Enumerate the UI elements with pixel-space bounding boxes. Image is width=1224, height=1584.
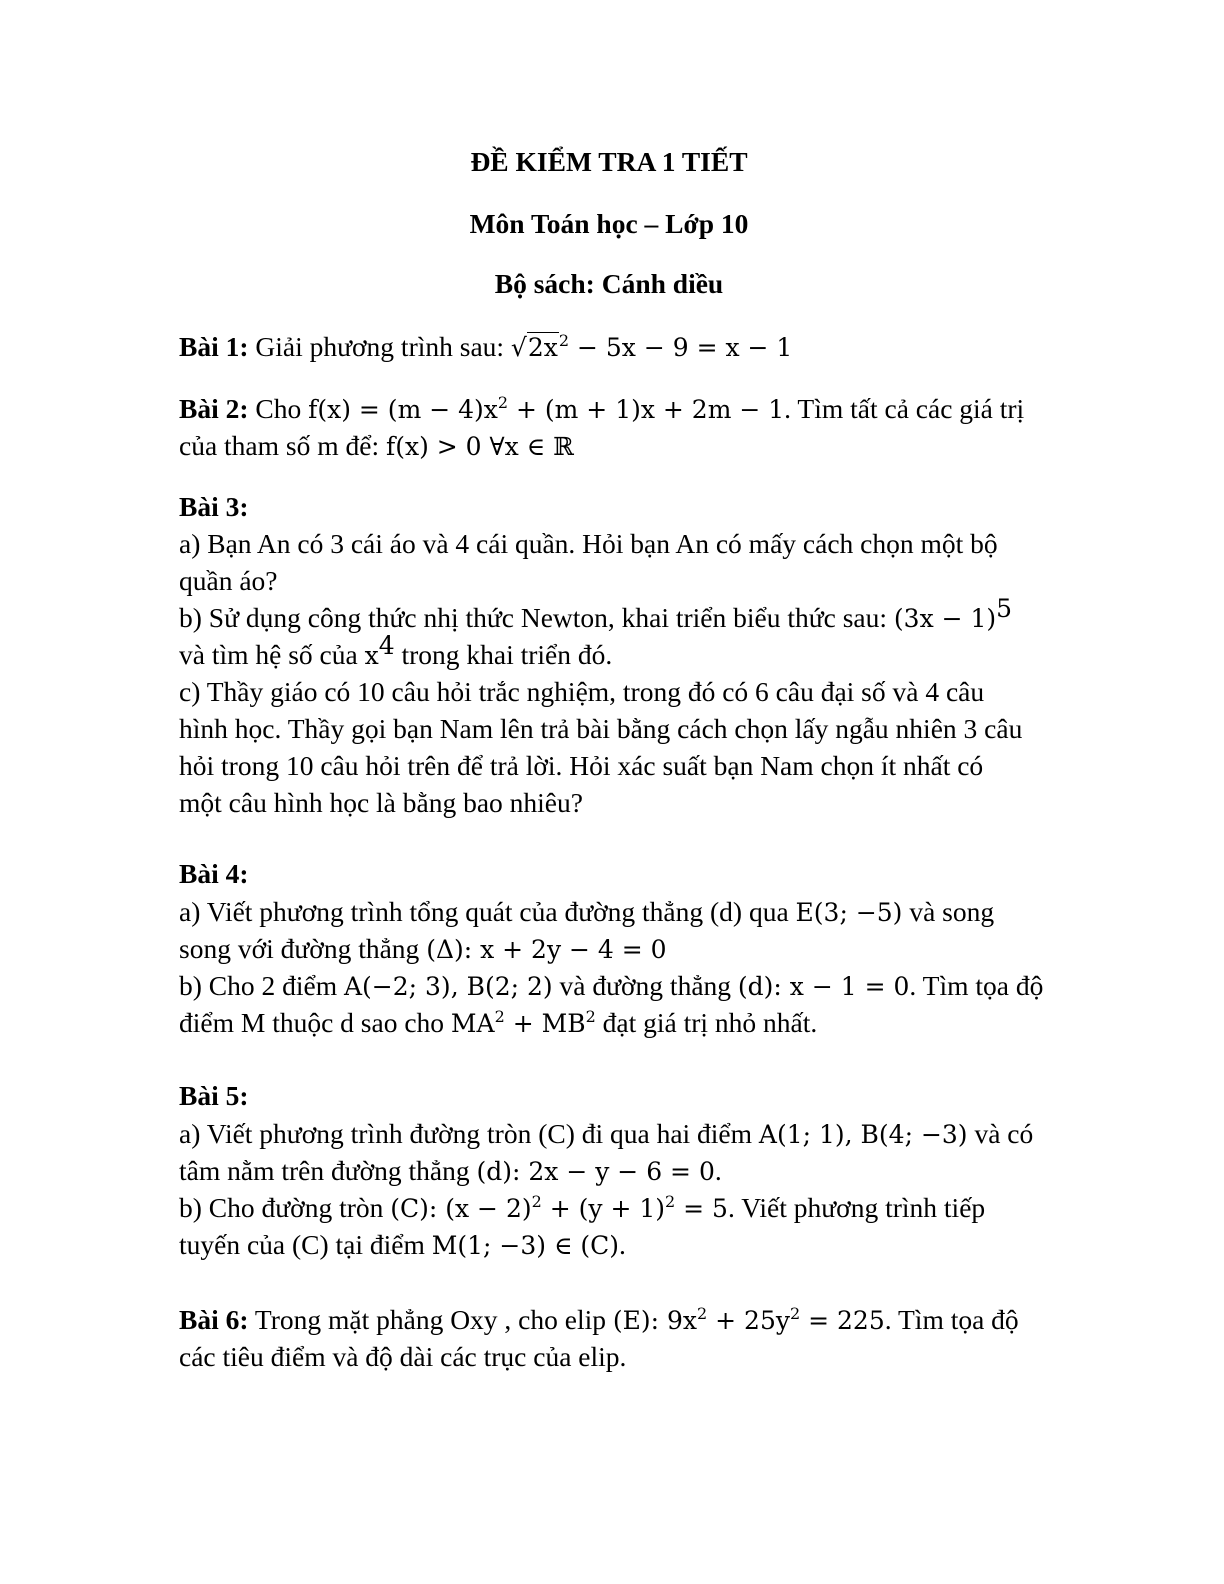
problem-3c-line-3: hỏi trong 10 câu hỏi trên để trả lời. Hỏi xác suất bạn Nam chọn ít nhất có [179,750,984,781]
math: + 25y [707,1306,790,1335]
exam-title: ĐỀ KIỂM TRA 1 TIẾT [470,146,748,177]
problem-4-label [179,860,249,888]
points-a-b: A(−2; 3), B(2; 2) [344,972,553,1001]
problem-3a-line-2: quần áo? [179,565,278,596]
text: của tham số m để: [179,430,386,461]
math: + (m + 1)x + 2m − 1 [508,395,785,424]
problem-1-text: Giải phương trình sau: [248,331,511,362]
problem-2-label: Bài 2: [179,393,249,424]
problem-3c-line-2: hình học. Thầy gọi bạn Nam lên trả bài bằng cách chọn lấy ngẫu nhiên 3 câu [179,713,1023,744]
text: điểm M thuộc d sao cho [179,1007,451,1038]
problem-5a-line-1 [179,1120,1033,1148]
problem-6-label: Bài 6: [179,1304,249,1335]
label: Bài 5: [179,1080,249,1111]
problem-5a-line-2 [179,1157,722,1185]
exponent: 2 [790,1304,801,1323]
text: a) Viết phương trình đường tròn (C) đi qua hai điểm [179,1118,759,1149]
text: b) Cho đường tròn [179,1192,391,1223]
text: . [619,1229,626,1260]
point-e: E(3; −5) [795,898,903,927]
line-d: (d): x − 1 = 0 [737,972,910,1001]
exponent: 2 [665,1192,676,1211]
exponent: 2 [497,393,509,412]
math: f(x) = (m − 4)x [308,395,498,424]
text: đạt giá trị nhỏ nhất. [595,1007,818,1038]
exam-subject: Môn Toán học – Lớp 10 [469,208,749,239]
problem-6-line-2: các tiêu điểm và độ dài các trục của elip. [179,1341,627,1372]
text: và có [967,1118,1034,1149]
text: a) Viết phương trình tổng quát của đường thẳng (d) qua [179,896,796,927]
point-m: M(1; −3) ∈ (C) [431,1231,620,1260]
problem-3a-line-1: a) Bạn An có 3 cái áo và 4 cái quần. Hỏi bạn An có mấy cách chọn một bộ [179,528,998,559]
line-d: (d): 2x − y − 6 = 0 [476,1157,715,1186]
problem-3c-line-1: c) Thầy giáo có 10 câu hỏi trắc nghiệm, trong đó có 6 câu đại số và 4 câu [179,676,985,707]
sum-of-squares [451,1009,596,1038]
problem-4a-line-1 [179,898,994,926]
problem-5-label [179,1082,249,1110]
problem-5b-line-1 [179,1194,985,1222]
problem-1 [179,333,792,361]
text: tâm nằm trên đường thẳng [179,1155,477,1186]
condition: f(x) > 0 ∀x ∈ ℝ [385,432,574,461]
math: = 225 [800,1306,885,1335]
binomial: (3x − 1) [893,604,997,633]
problem-3b-line-1 [179,594,1013,633]
problem-2-line-1 [179,395,1024,423]
line-delta: (Δ): x + 2y − 4 = 0 [426,935,667,964]
text: trong khai triển đó. [394,639,613,670]
text: Cho [248,393,309,424]
math: (E): 9x [612,1306,698,1335]
sqrt-sign: √ [510,333,527,362]
problem-3c-line-4: một câu hình học là bằng bao nhiêu? [179,787,583,818]
exponent: 2 [531,1192,542,1211]
math: MA [450,1009,495,1038]
exponent: 2 [585,1007,596,1026]
text: Trong mặt phẳng Oxy , cho elip [248,1304,613,1335]
ellipse-equation [613,1306,885,1335]
text: và song [902,896,995,927]
text: song với đường thẳng [179,933,427,964]
math: x [364,641,379,670]
text: b) Cho 2 điểm [179,970,344,1001]
problem-5b-line-2 [179,1231,626,1259]
exponent: 2 [558,331,570,350]
exponent: 5 [996,594,1013,623]
problem-4b-line-2 [179,1009,817,1037]
function-definition [308,395,784,424]
points-a-b: A(1; 1), B(4; −3) [758,1120,968,1149]
problem-2-line-2 [179,432,574,460]
problem-1-label: Bài 1: [179,331,249,362]
exponent: 2 [697,1304,708,1323]
text: . Tìm tọa độ [909,970,1044,1001]
text: tuyến của (C) tại điểm [179,1229,432,1260]
exponent: 4 [378,631,395,660]
text: . Tìm tọa độ [884,1304,1019,1335]
math: = 5 [675,1194,728,1223]
math: (C): (x − 2) [390,1194,532,1223]
label: Bài 3: [179,491,249,522]
text: . [714,1155,722,1186]
problem-3-label [179,493,249,521]
exam-book: Bộ sách: Cánh diều [494,268,724,299]
math: + (y + 1) [541,1194,666,1223]
text: và đường thẳng [552,970,738,1001]
problem-3b-line-2 [179,631,613,670]
problem-6-line-1 [179,1306,1019,1334]
text: b) Sử dụng công thức nhị thức Newton, khai triển biểu thức sau: [179,602,894,633]
problem-1-equation [511,333,792,362]
problem-4b-line-1 [179,972,1043,1000]
math: + MB [504,1009,586,1038]
text: và tìm hệ số của [179,639,365,670]
text: . Viết phương trình tiếp [727,1192,986,1223]
circle-equation [390,1194,728,1223]
label: Bài 4: [179,858,249,889]
sqrt-radicand: 2x [527,333,558,362]
equation-tail: − 5x − 9 = x − 1 [569,333,793,362]
exponent: 2 [494,1007,505,1026]
problem-4a-line-2 [179,935,667,963]
text: . Tìm tất cả các giá trị [784,393,1025,424]
